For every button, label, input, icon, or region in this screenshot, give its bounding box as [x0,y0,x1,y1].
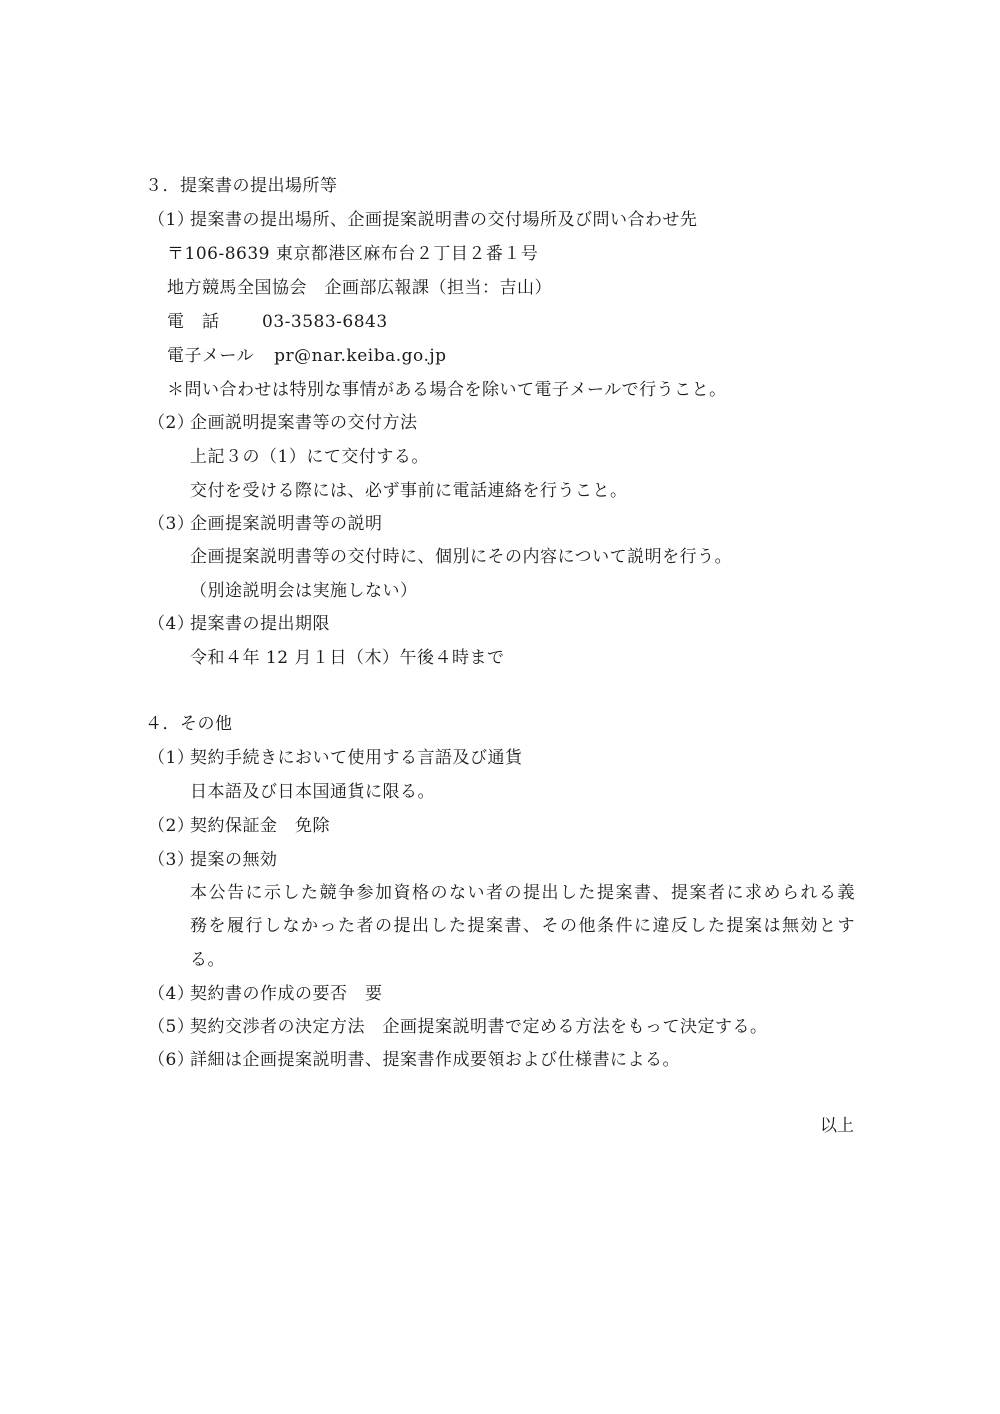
section4-item4 [148,983,383,1005]
section3-item2 [148,412,418,434]
item-number: （1） [148,210,195,230]
item-body-line: 務を履行しなかった者の提出した提案書、その他条件に違反した提案は無効とす [190,916,855,936]
email-address: pr@nar.keiba.go.jp [274,346,447,366]
contact-phone [167,311,388,333]
contact-organization: 地方競馬全国協会 企画部広報課（担当：吉山） [167,278,552,298]
item-number: （3） [148,850,195,870]
contact-email [167,345,447,367]
email-label: 電子メール [167,346,255,366]
item-body-line: （別途説明会は実施しない） [190,581,418,601]
section4-item1 [148,747,523,769]
item-number: （2） [148,413,195,433]
closing-text: 以上 [820,1116,854,1136]
section3-item4 [148,613,330,635]
item-body-line: 日本語及び日本国通貨に限る。 [190,782,435,802]
item-title: 契約書の作成の要否 要 [190,984,383,1004]
item-number: （2） [148,816,195,836]
item-title: 詳細は企画提案説明書、提案書作成要領および仕様書による。 [190,1050,680,1070]
item-number: （4） [148,984,195,1004]
section3-item1 [148,209,698,231]
section4-item6 [148,1049,680,1071]
section4-item5 [148,1016,768,1038]
contact-note: ＊問い合わせは特別な事情がある場合を除いて電子メールで行うこと。 [167,380,727,400]
phone-label: 電 話 [167,312,220,332]
contact-address: 〒106-8639 東京都港区麻布台２丁目２番１号 [167,244,539,264]
item-body-line: 本公告に示した競争参加資格のない者の提出した提案書、提案者に求められる義 [190,883,855,903]
deadline: 令和４年 12 月１日（木）午後４時まで [190,648,505,668]
item-title: 企画説明提案書等の交付方法 [190,413,418,433]
item-title: 契約手続きにおいて使用する言語及び通貨 [190,748,523,768]
section4-item2 [148,815,330,837]
item-title: 提案の無効 [190,850,278,870]
item-body-line: 上記３の（1）にて交付する。 [190,447,429,467]
section3-item3 [148,513,383,535]
item-title: 提案書の提出場所、企画提案説明書の交付場所及び問い合わせ先 [190,210,698,230]
section4-item3 [148,849,278,871]
item-body-line: る。 [190,950,225,970]
item-title: 企画提案説明書等の説明 [190,514,383,534]
item-title: 契約保証金 免除 [190,816,330,836]
item-number: （5） [148,1017,195,1037]
section3-heading: ３．提案書の提出場所等 [145,176,338,196]
item-body-line: 交付を受ける際には、必ず事前に電話連絡を行うこと。 [190,481,628,501]
section4-heading: ４．その他 [145,714,233,734]
phone-number: 03-3583-6843 [262,312,388,332]
item-body-line: 企画提案説明書等の交付時に、個別にその内容について説明を行う。 [190,547,733,567]
item-number: （1） [148,748,195,768]
item-number: （4） [148,614,195,634]
item-title: 契約交渉者の決定方法 企画提案説明書で定める方法をもって決定する。 [190,1017,768,1037]
item-number: （6） [148,1050,195,1070]
item-number: （3） [148,514,195,534]
item-title: 提案書の提出期限 [190,614,330,634]
